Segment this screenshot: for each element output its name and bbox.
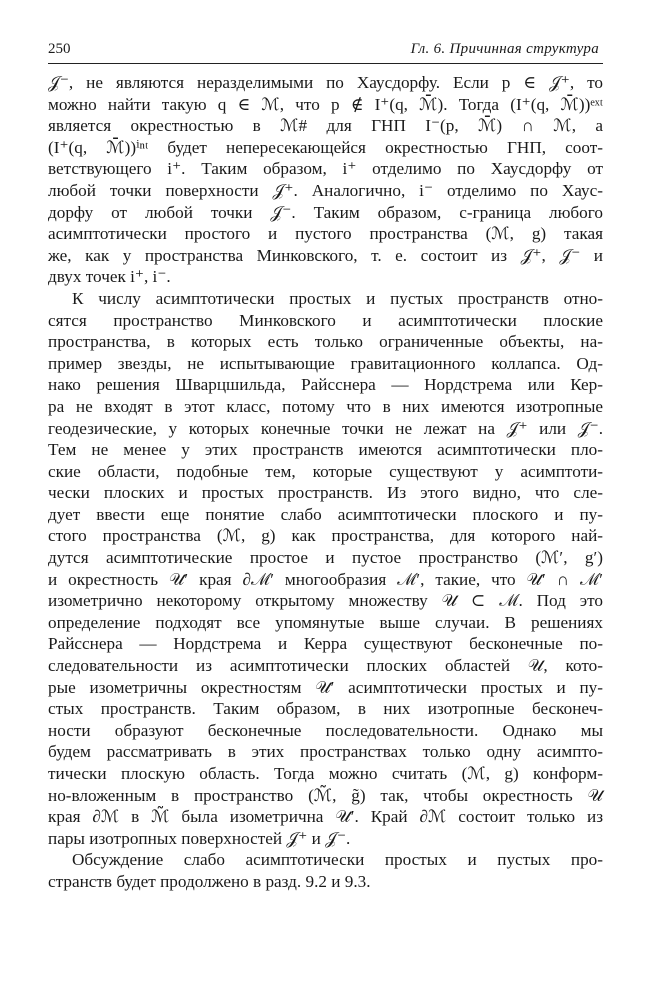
text-line: К числу асимптотически простых и пустых пространств отно- (72, 288, 603, 308)
text-line: геодезические, у которых конечные точки не лежат на 𝒥⁺ или 𝒥⁻. (48, 418, 603, 438)
text-line: и окрестность 𝒰′ края ∂ℳ′ многообразия ℳ′, такие, что 𝒰′ ∩ ℳ′ (48, 569, 603, 589)
text-line: же, как у пространства Минковского, т. е. состоит из 𝒥⁺, 𝒥⁻ и (48, 245, 603, 265)
text-line: сятся пространство Минковского и асимптотически плоские (48, 310, 603, 330)
text-line: изометрично некоторому открытому множеству 𝒰 ⊂ ℳ. Под это (48, 591, 603, 611)
text-line: но-вложенным в пространство (ℳ̃, g̃) так, чтобы окрестность 𝒰 (48, 785, 603, 805)
text-line: пространства, в которых есть только ограниченные объекты, на- (48, 332, 603, 352)
text-line: ности образуют бесконечные последовательности. Однако мы (48, 720, 603, 740)
text-line: тически плоскую область. Тогда можно считать (ℳ, g) конформ- (48, 764, 603, 783)
text-line: двух точек i⁺, i⁻. (48, 267, 171, 287)
text-line: ские области, подобные тем, которые существуют у асимптоти- (48, 461, 603, 481)
text-line: будем рассматривать в этих пространствах только одну асимпто- (48, 742, 603, 762)
header-rule (48, 63, 603, 64)
text-line: асимптотически простого и пустого пространства (ℳ, g) такая (48, 224, 603, 244)
page-number: 250 (48, 41, 71, 57)
paragraph (48, 849, 603, 892)
page-body (48, 72, 603, 893)
text-line: является окрестностью в ℳ# для ГНП I⁻(p, ℳ̄) ∩ ℳ, а (48, 116, 603, 136)
text-line: странств будет продолжено в разд. 9.2 и 9.3. (48, 871, 371, 891)
page-header (48, 41, 603, 63)
text-line: стых пространств. Таким образом, в них изотропные бесконеч- (48, 699, 603, 719)
running-title: Гл. 6. Причинная структура (410, 41, 599, 57)
text-line: дорфу от любой точки 𝒥⁻. Таким образом, c-граница любого (48, 202, 603, 222)
text-line: Райсснера — Нордстрема и Керра существуют бесконечные по- (48, 634, 603, 654)
text-line: следовательности из асимптотически плоских областей 𝒰, кото- (48, 656, 603, 676)
text-line: рые изометричны окрестностям 𝒰′ асимптотически простых и пу- (48, 677, 603, 697)
text-line: ра не входят в этот класс, потому что в них имеются изотропные (48, 396, 603, 416)
text-line: (I⁺(q, ℳ̄))ⁱⁿᵗ будет непересекающейся окрестностью ГНП, соот- (48, 137, 603, 157)
paragraph (48, 72, 603, 288)
text-line: стого пространства (ℳ, g) как пространства, для которого най- (48, 526, 603, 546)
text-line: определение подходят все упомянутые выше случаи. В решениях (48, 612, 603, 632)
text-line: пары изотропных поверхностей 𝒥⁺ и 𝒥⁻. (48, 828, 351, 848)
text-line: Обсуждение слабо асимптотически простых и пустых про- (72, 850, 603, 870)
paragraph (48, 288, 603, 849)
text-line: дует ввести еще понятие слабо асимптотически плоского и пу- (48, 504, 603, 524)
text-line: дутся асимптотические простое и пустое пространство (ℳ′, g′) (48, 548, 603, 568)
text-line: ветствующего i⁺. Таким образом, i⁺ отделимо по Хаусдорфу от (48, 159, 603, 179)
text-line: чески плоских и простых пространств. Из этого видно, что сле- (48, 483, 603, 503)
text-line: любой точки поверхности 𝒥⁺. Аналогично, i⁻ отделимо по Хаус- (48, 180, 603, 200)
text-line: пример звезды, не испытывающие гравитационного коллапса. Од- (48, 353, 603, 373)
text-line: края ∂ℳ в ℳ̃ была изометрична 𝒰′. Край ∂ℳ состоит только из (48, 807, 603, 827)
text-line: нако решения Шварцшильда, Райсснера — Нордстрема или Кер- (48, 375, 603, 395)
text-line: Тем не менее у этих пространств имеются асимптотически пло- (48, 440, 603, 460)
text-line: можно найти такую q ∈ ℳ, что p ∉ I⁺(q, ℳ̄). Тогда (I⁺(q, ℳ̄))ᵉˣᵗ (48, 94, 603, 114)
text-line: 𝒥⁻, не являются неразделимыми по Хаусдорфу. Если p ∈ 𝒥⁺, то (48, 73, 603, 92)
